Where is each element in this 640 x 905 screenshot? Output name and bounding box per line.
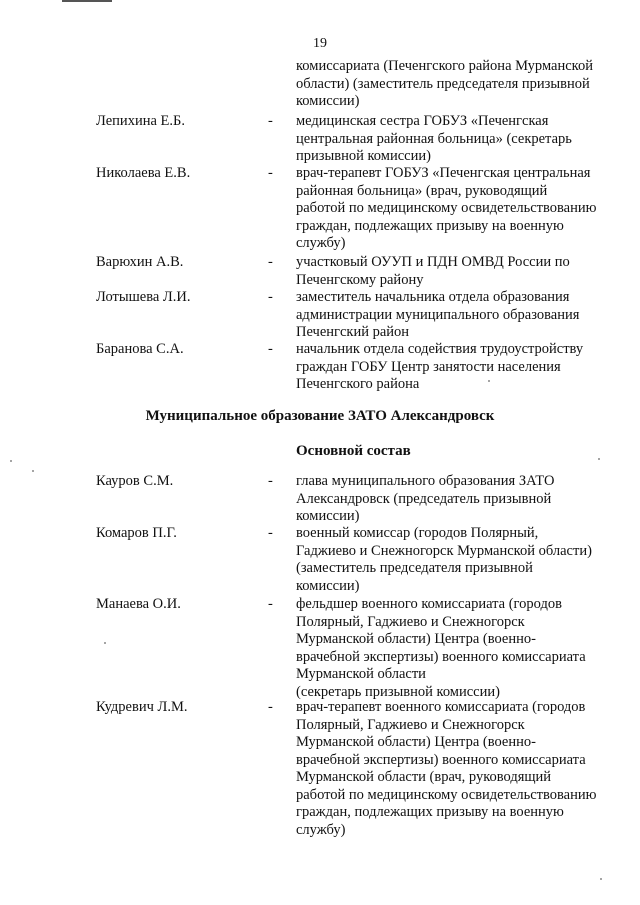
member-role [296,699,614,839]
role-line: врач-терапевт ГОБУЗ «Печенгская центральная [296,165,591,181]
member-role [296,341,614,394]
member-role [296,289,614,342]
member-name: Манаева О.И. [96,596,181,612]
role-line: области) (заместитель председателя призывной [296,75,590,92]
role-line: Александровск (председатель призывной [296,490,552,507]
subsection-heading: Основной состав [296,443,411,459]
role-line: работой по медицинскому освидетельствованию [296,200,597,216]
role-line: врачебной экспертизы) военного комиссариата [296,751,586,768]
member-dash: - [268,699,273,715]
role-line: заместитель начальника отдела образования [296,289,570,305]
member-role [296,113,614,166]
role-line: районная больница» (врач, руководящий [296,182,548,199]
member-name: Комаров П.Г. [96,525,177,541]
role-line: центральная районная больница» (секретарь [296,130,572,147]
member-dash: - [268,473,273,489]
member-role [296,165,614,253]
role-line: (секретарь призывной комиссии) [296,683,500,700]
section-heading: Муниципальное образование ЗАТО Александровск [145,408,495,424]
member-dash: - [268,525,273,541]
member-role [296,254,614,289]
role-line: Печенгского района [296,376,420,392]
scan-speck [32,470,34,472]
role-line: Мурманской области) Центра (военно- [296,631,536,647]
member-dash: - [268,165,273,181]
member-dash: - [268,289,273,305]
role-line: Мурманской области) Центра (военно- [296,734,536,750]
member-name: Кудревич Л.М. [96,699,188,715]
continuation-role [296,58,614,111]
role-line: работой по медицинскому освидетельствованию [296,786,597,803]
scan-speck [598,458,600,460]
role-line: участковый ОУУП и ПДН ОМВД России по [296,254,570,270]
role-line: комиссии) [296,577,360,594]
member-name: Баранова С.А. [96,341,184,357]
role-line: Печенгскому району [296,271,424,288]
page-number: 19 [313,36,327,51]
member-name: Лотышева Л.И. [96,289,191,305]
role-line: администрации муниципального образования [296,306,580,323]
role-line: комиссии) [296,508,360,524]
member-role [296,596,614,701]
role-line: службу) [296,821,346,838]
role-line: фельдшер военного комиссариата (городов [296,596,562,612]
role-line: Печенгский район [296,324,410,340]
role-line: глава муниципального образования ЗАТО [296,473,555,489]
member-name: Николаева Е.В. [96,165,191,181]
role-line: граждан, подлежащих призыву на военную [296,804,564,820]
role-line: комиссариата (Печенгского района Мурманской [296,58,593,74]
scan-speck [600,878,602,880]
role-line: врач-терапевт военного комиссариата (городов [296,699,586,715]
role-line: Гаджиево и Снежногорск Мурманской области) [296,542,592,559]
role-line: комиссии) [296,93,360,109]
member-dash: - [268,254,273,270]
member-dash: - [268,113,273,129]
scan-speck [10,460,12,462]
role-line: Мурманской области [296,666,426,682]
role-line: призывной комиссии) [296,148,431,164]
role-line: граждан, подлежащих призыву на военную [296,217,564,234]
top-rule [62,0,112,2]
role-line: военный комиссар (городов Полярный, [296,525,539,541]
role-line: начальник отдела содействия трудоустройству [296,341,584,357]
member-name: Кауров С.М. [96,473,174,489]
member-role [296,473,614,526]
member-dash: - [268,341,273,357]
member-name: Лепихина Е.Б. [96,113,185,129]
scan-speck [488,380,490,382]
role-line: (заместитель председателя призывной [296,560,533,576]
member-dash: - [268,596,273,612]
role-line: Полярный, Гаджиево и Снежногорск [296,716,525,733]
role-line: медицинская сестра ГОБУЗ «Печенгская [296,113,549,129]
scan-speck [104,642,106,644]
role-line: Мурманской области (врач, руководящий [296,769,552,785]
role-line: службу) [296,235,346,251]
role-line: врачебной экспертизы) военного комиссариата [296,648,586,665]
member-role [296,525,614,595]
role-line: Полярный, Гаджиево и Снежногорск [296,613,525,630]
role-line: граждан ГОБУ Центр занятости населения [296,358,561,375]
member-name: Варюхин А.В. [96,254,184,270]
